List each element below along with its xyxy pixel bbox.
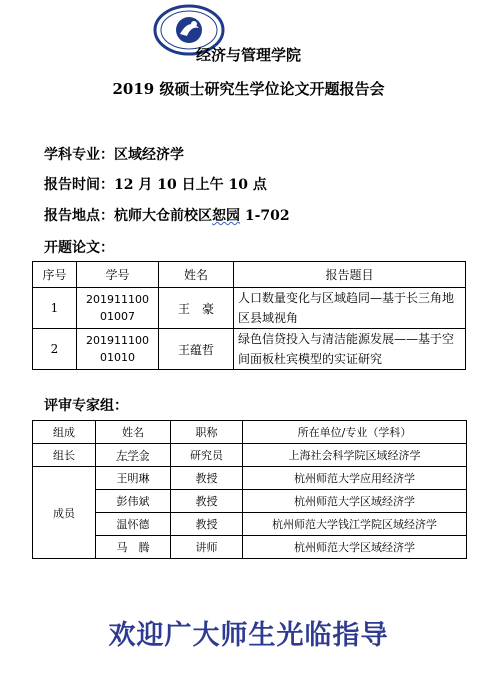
time-value: 12 月 10 日上午 10 点	[114, 177, 267, 193]
table-row	[33, 490, 467, 513]
welcome-banner: 欢迎广大师生光临指导	[108, 620, 389, 651]
leader-unit: 上海社会科学院区域经济学	[243, 444, 467, 467]
table-row	[33, 288, 466, 329]
major-label: 学科专业：	[44, 147, 114, 163]
major-line	[44, 144, 184, 164]
location-value-underlined: 恕园	[212, 208, 240, 224]
location-value: 杭师大仓前校区	[114, 208, 212, 224]
row-index: 2	[33, 329, 77, 370]
member-name: 彭伟斌	[96, 490, 171, 513]
member-name: 温怀德	[96, 513, 171, 536]
school-name: 经济与管理学院	[195, 46, 301, 64]
student-id-part1: 201911100	[86, 293, 149, 306]
table-header-row	[33, 421, 467, 444]
row-student-id	[77, 329, 159, 370]
member-title: 教授	[171, 467, 243, 490]
panel-table	[32, 420, 467, 559]
member-name: 王明琳	[96, 467, 171, 490]
time-label: 报告时间：	[44, 177, 114, 193]
header-topic: 报告题目	[234, 262, 466, 288]
header-title: 职称	[171, 421, 243, 444]
leader-name-text: 左学金	[116, 449, 150, 462]
table-row	[33, 536, 467, 559]
table-row	[33, 513, 467, 536]
member-role: 成员	[33, 467, 96, 559]
header-unit: 所在单位/专业（学科）	[243, 421, 467, 444]
member-title: 讲师	[171, 536, 243, 559]
header-name: 姓名	[159, 262, 234, 288]
event-title: 2019 级硕士研究生学位论文开题报告会	[112, 80, 385, 98]
student-id-part1: 201911100	[86, 334, 149, 347]
member-unit: 杭州师范大学区域经济学	[243, 536, 467, 559]
location-value-room: 1-702	[240, 208, 290, 224]
location-line	[44, 205, 290, 225]
header-name: 姓名	[96, 421, 171, 444]
row-topic: 绿色信贷投入与清洁能源发展——基于空间面板杜宾模型的实证研究	[234, 329, 466, 370]
table-row	[33, 444, 467, 467]
proposal-table	[32, 261, 466, 370]
table-header-row	[33, 262, 466, 288]
time-line	[44, 174, 267, 194]
student-id-part2: 01007	[100, 310, 135, 323]
leader-title: 研究员	[171, 444, 243, 467]
member-unit: 杭州师范大学钱江学院区域经济学	[243, 513, 467, 536]
header-student-id: 学号	[77, 262, 159, 288]
row-index: 1	[33, 288, 77, 329]
member-title: 教授	[171, 490, 243, 513]
leader-name	[96, 444, 171, 467]
header-index: 序号	[33, 262, 77, 288]
member-title: 教授	[171, 513, 243, 536]
row-name: 王蕴哲	[159, 329, 234, 370]
student-id-part2: 01010	[100, 351, 135, 364]
row-name: 王 豪	[159, 288, 234, 329]
member-unit: 杭州师范大学区域经济学	[243, 490, 467, 513]
table-row	[33, 467, 467, 490]
row-student-id	[77, 288, 159, 329]
leader-role: 组长	[33, 444, 96, 467]
location-label: 报告地点：	[44, 208, 114, 224]
table-row	[33, 329, 466, 370]
row-topic: 人口数量变化与区域趋同—基于长三角地区县域视角	[234, 288, 466, 329]
major-value: 区域经济学	[114, 147, 184, 163]
member-unit: 杭州师范大学应用经济学	[243, 467, 467, 490]
member-name: 马 腾	[96, 536, 171, 559]
header-role: 组成	[33, 421, 96, 444]
proposal-label: 开题论文：	[44, 240, 114, 256]
panel-label: 评审专家组：	[44, 398, 128, 414]
